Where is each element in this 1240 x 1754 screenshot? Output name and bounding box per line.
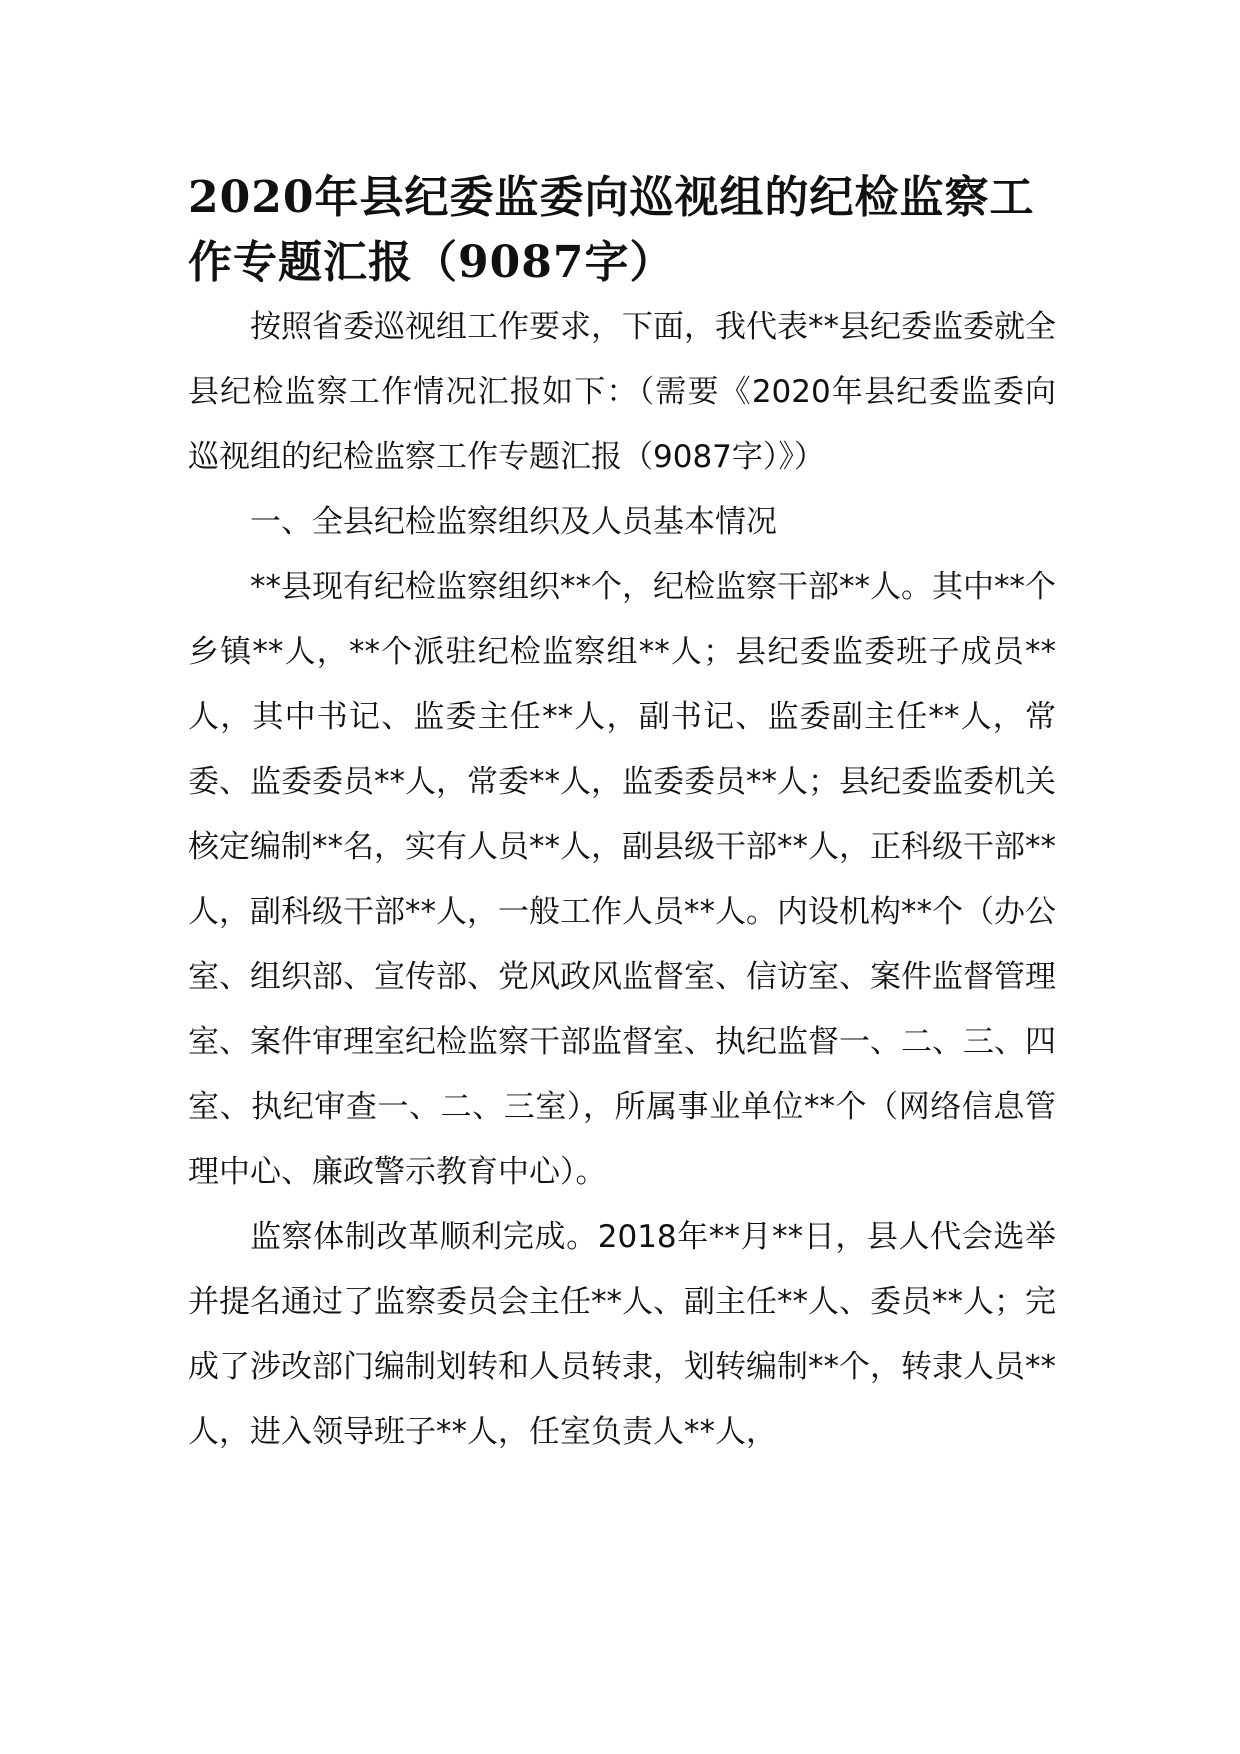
section-heading: 一、全县纪检监察组织及人员基本情况 (250, 504, 777, 540)
intro-paragraph: 按照省委巡视组工作要求，下面，我代表**县纪委监委就全县纪检监察工作情况汇报如下：（需要《2020年县纪委监委向巡视组的纪检监察工作专题汇报（9087字）》） (188, 309, 1056, 475)
document-title: 2020年县纪委监委向巡视组的纪检监察工作专题汇报（9087字） (188, 172, 1035, 288)
body-paragraph-organization: **县现有纪检监察组织**个，纪检监察干部**人。其中**个乡镇**人，**个派驻纪检监察组**人；县纪委监委班子成员**人，其中书记、监委主任**人，副书记、监委副主任**人，常委、监委委员**人，常委**人，监委委员**人；县纪委监委机关核定编制**名，实有人员**人，副县级干部**人，正科级干部**人，副科级干部**人，一般工作人员**人。内设机构**个（办公室、组织部、宣传部、党风政风监督室、信访室、案件监督管理室、案件审理室纪检监察干部监督室、执纪监督一、二、三、四室、执纪审查一、二、三室），所属事业单位**个（网络信息管理中心、廉政警示教育中心）。 (188, 569, 1056, 1190)
document-page (188, 165, 1056, 1465)
body-paragraph-reform: 监察体制改革顺利完成。2018年**月**日，县人代会选举并提名通过了监察委员会主任**人、副主任**人、委员**人；完成了涉改部门编制划转和人员转隶，划转编制**个，转隶人员**人，进入领导班子**人，任室负责人**人， (188, 1219, 1056, 1450)
